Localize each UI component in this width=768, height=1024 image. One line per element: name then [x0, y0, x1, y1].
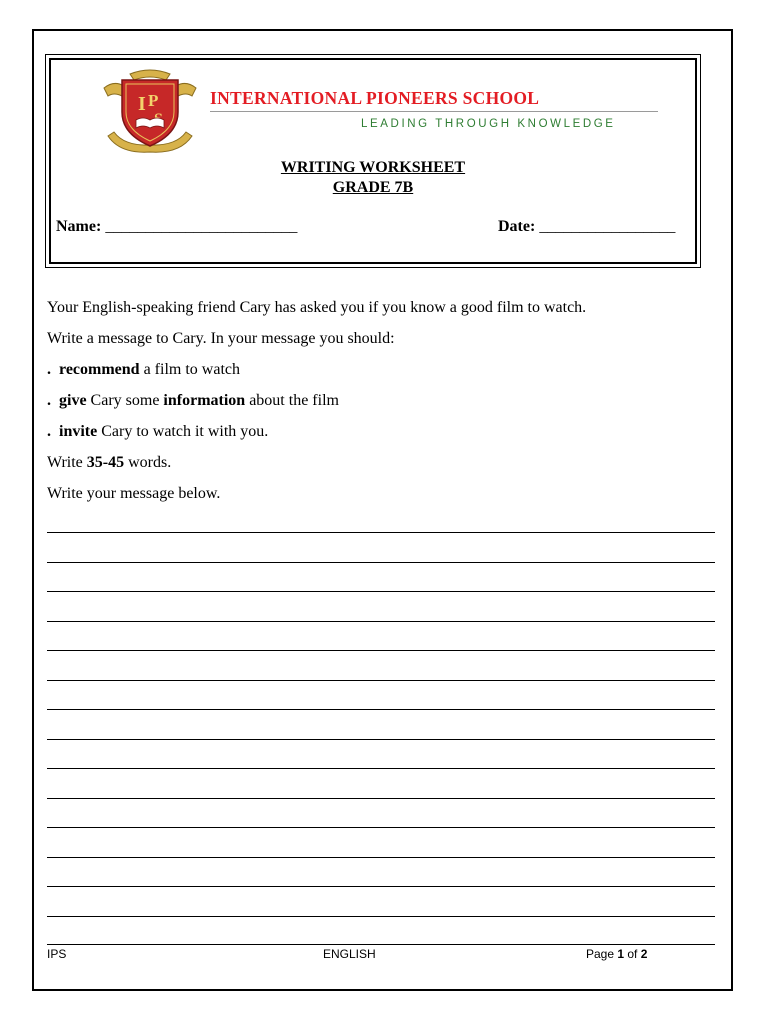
svg-text:I: I: [138, 93, 146, 115]
name-blank[interactable]: ________________________: [105, 218, 298, 235]
footer-page-current: 1: [617, 947, 625, 961]
intro-text: Your English-speaking friend Cary has asked you if you know a good film to watch.: [47, 299, 587, 316]
name-label: Name:: [56, 218, 102, 235]
bullet-give: [47, 392, 339, 410]
answer-line[interactable]: [47, 886, 715, 887]
answer-line[interactable]: [47, 768, 715, 769]
footer-page-of: of: [624, 947, 641, 961]
school-crest-logo: [100, 66, 200, 158]
word-count-prefix: Write: [47, 454, 87, 471]
answer-line[interactable]: [47, 857, 715, 858]
answer-line[interactable]: [47, 562, 715, 563]
date-label: Date:: [498, 218, 536, 235]
bullet-text-2: about the film: [245, 392, 339, 409]
bullet-keyword: invite: [59, 423, 98, 440]
worksheet-grade: GRADE 7B: [332, 179, 414, 196]
header-divider: [210, 111, 658, 112]
bullet-keyword: recommend: [59, 361, 140, 378]
answer-line[interactable]: [47, 532, 715, 533]
word-count-suffix: words.: [124, 454, 172, 471]
school-motto: LEADING THROUGH KNOWLEDGE: [361, 118, 616, 130]
bullet-marker: .: [47, 361, 51, 378]
worksheet-title: WRITING WORKSHEET: [280, 159, 466, 176]
bullet-keyword-2: information: [163, 392, 246, 409]
task-text: Write a message to Cary. In your message you should:: [47, 330, 395, 347]
bullet-text: a film to watch: [139, 361, 240, 378]
footer-school-abbr: IPS: [47, 947, 67, 961]
answer-line[interactable]: [47, 591, 715, 592]
bullet-invite: [47, 423, 268, 441]
svg-text:P: P: [148, 91, 159, 110]
footer-page-word: Page: [586, 947, 618, 961]
answer-line[interactable]: [47, 916, 715, 917]
bullet-marker: .: [47, 423, 51, 440]
answer-line[interactable]: [47, 621, 715, 622]
footer-subject: ENGLISH: [323, 947, 376, 961]
footer-page-total: 2: [640, 947, 648, 961]
answer-line[interactable]: [47, 827, 715, 828]
date-field[interactable]: [498, 218, 675, 236]
bullet-text: Cary some: [86, 392, 164, 409]
footer-page-number: [586, 947, 647, 961]
bullet-recommend: [47, 361, 240, 379]
word-count-instruction: [47, 454, 171, 472]
write-below-instruction: Write your message below.: [47, 485, 221, 502]
answer-line[interactable]: [47, 650, 715, 651]
bullet-text: Cary to watch it with you.: [97, 423, 269, 440]
answer-line[interactable]: [47, 944, 715, 945]
bullet-marker: .: [47, 392, 51, 409]
school-name: INTERNATIONAL PIONEERS SCHOOL: [210, 88, 540, 108]
word-count-value: 35-45: [86, 454, 125, 471]
name-field[interactable]: [56, 218, 297, 236]
bullet-keyword: give: [59, 392, 87, 409]
answer-line[interactable]: [47, 709, 715, 710]
date-blank[interactable]: _________________: [539, 218, 676, 235]
answer-line[interactable]: [47, 739, 715, 740]
answer-line[interactable]: [47, 680, 715, 681]
answer-line[interactable]: [47, 798, 715, 799]
